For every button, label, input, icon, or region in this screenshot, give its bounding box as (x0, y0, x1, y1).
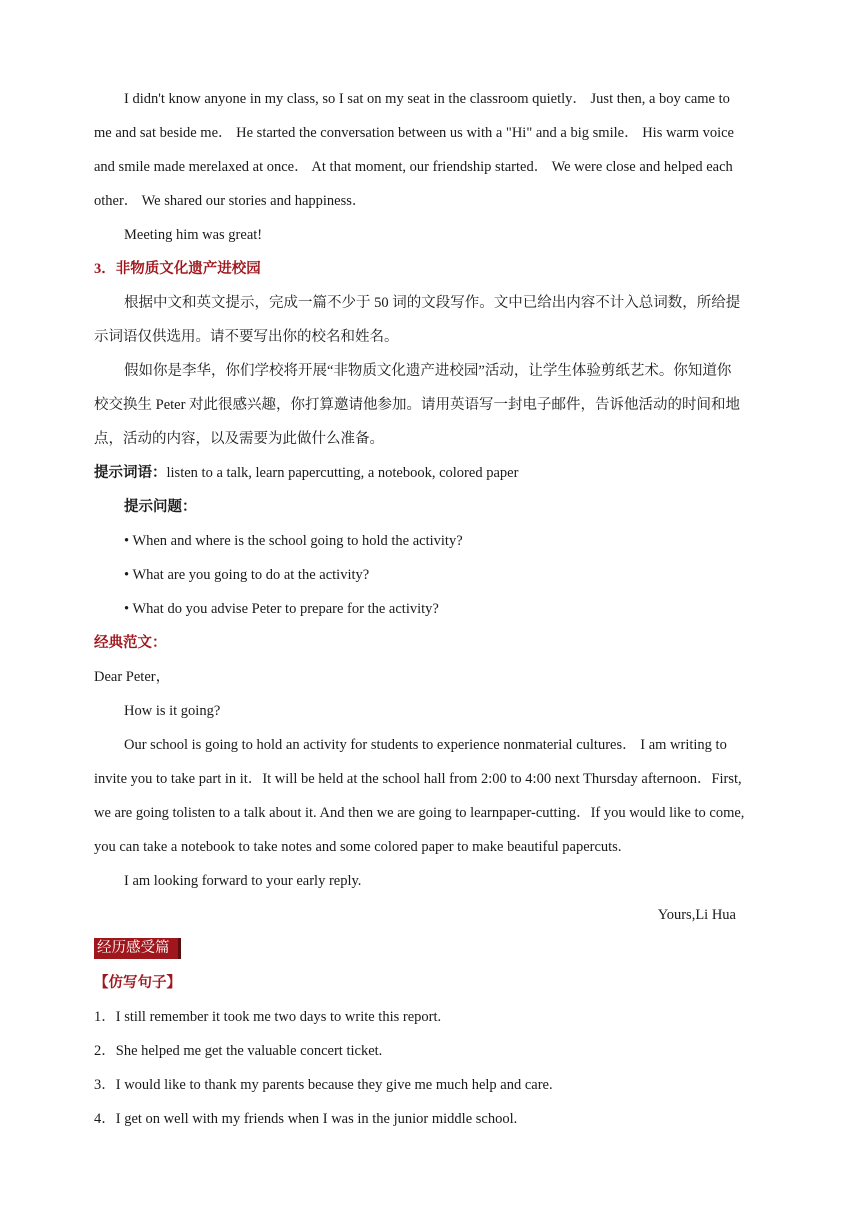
hint-words-row (94, 456, 774, 490)
banner-row (94, 932, 774, 966)
scenario-line: 假如你是李华，你们学校将开展“非物质文化遗产进校园”活动，让学生体验剪纸艺术。你知道你 (124, 363, 732, 379)
example-sentence: 3．I would like to thank my parents because they give me much help and care. (94, 1077, 553, 1093)
document-page (94, 82, 774, 1136)
letter-opening: How is it going? (124, 703, 221, 719)
story-line: and smile made merelaxed at once． At that moment, our friendship started． We were close and helped each (94, 159, 733, 175)
section-heading: 3．非物质文化遗产进校园 (94, 261, 261, 277)
letter-greeting: Dear Peter， (94, 669, 171, 685)
section-banner: 经历感受篇 (94, 938, 181, 959)
hint-question: • What are you going to do at the activity? (124, 567, 370, 583)
model-essay-label: 经典范文： (94, 635, 167, 651)
story-line: me and sat beside me． He started the conversation between us with a "Hi" and a big smile． His warm voice (94, 125, 734, 141)
hint-words: listen to a talk, learn papercutting, a notebook, colored paper (166, 465, 519, 481)
imitation-subheading: 【仿写句子】 (94, 975, 181, 991)
letter-body-line: we are going tolisten to a talk about it. And then we are going to learnpaper-cutting．If you would like to come, (94, 805, 745, 821)
example-sentence: 2．She helped me get the valuable concert ticket. (94, 1043, 383, 1059)
letter-signature: Yours,Li Hua (657, 907, 736, 923)
example-sentence: 4．I get on well with my friends when I was in the junior middle school. (94, 1111, 518, 1127)
letter-body-line: you can take a notebook to take notes and some colored paper to make beautiful papercuts. (94, 839, 622, 855)
hint-question: • When and where is the school going to hold the activity? (124, 533, 463, 549)
hint-words-label: 提示词语： (94, 465, 167, 481)
hint-questions-label: 提示问题： (124, 499, 197, 515)
story-line: I didn't know anyone in my class, so I sat on my seat in the classroom quietly． Just then, a boy came to (124, 91, 730, 107)
letter-closing: I am looking forward to your early reply. (124, 873, 362, 889)
story-conclusion: Meeting him was great! (124, 227, 263, 243)
letter-body-line: invite you to take part in it．It will be held at the school hall from 2:00 to 4:00 next Thursday afternoon．First, (94, 771, 742, 787)
story-line: other． We shared our stories and happiness． (94, 193, 367, 209)
instruction-line: 示词语仅供选用。请不要写出你的校名和姓名。 (94, 329, 399, 345)
example-sentence: 1．I still remember it took me two days to write this report. (94, 1009, 442, 1025)
scenario-line: 校交换生 Peter 对此很感兴趣，你打算邀请他参加。请用英语写一封电子邮件，告诉他活动的时间和地 (94, 397, 741, 413)
scenario-line: 点，活动的内容，以及需要为此做什么准备。 (94, 431, 384, 447)
hint-question: • What do you advise Peter to prepare for the activity? (124, 601, 439, 617)
letter-body-line: Our school is going to hold an activity for students to experience nonmaterial cultures． I am writing to (124, 737, 727, 753)
instruction-line: 根据中文和英文提示，完成一篇不少于 50 词的文段写作。文中已给出内容不计入总词数，所给提 (124, 295, 741, 311)
